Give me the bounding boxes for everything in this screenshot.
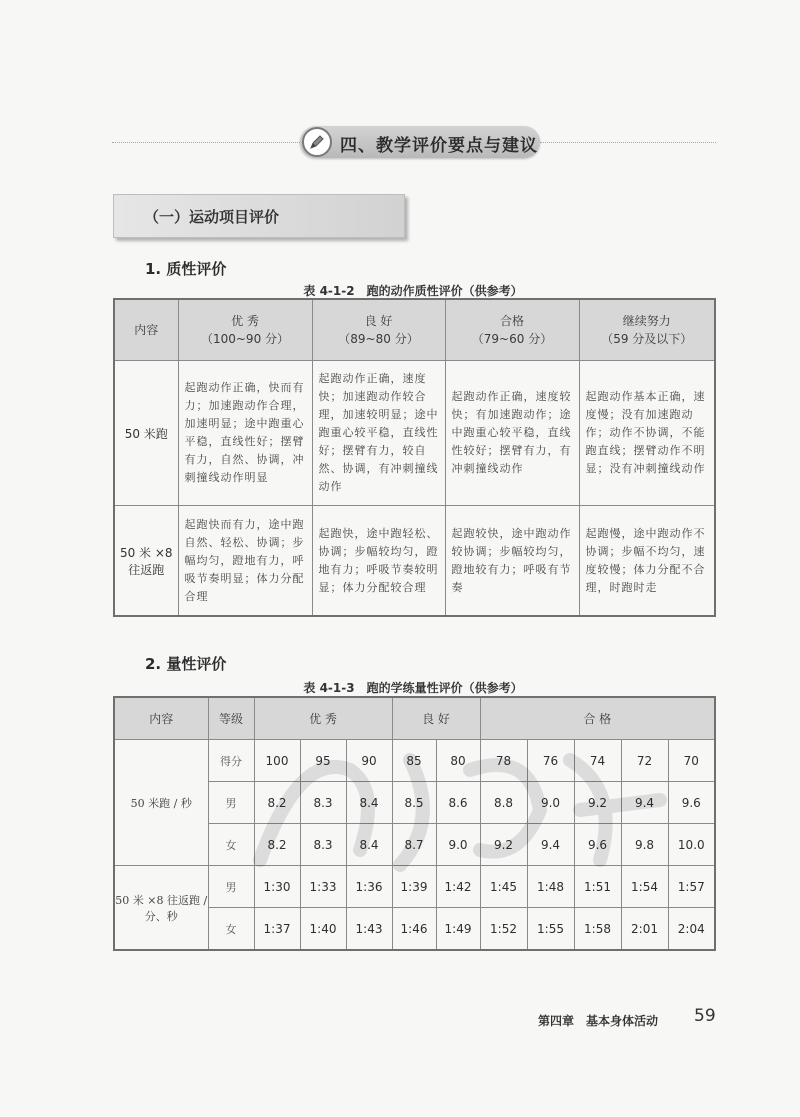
table-cell: 1:55 [527, 908, 574, 951]
table-row [114, 506, 715, 617]
grade-label: 男 [208, 782, 254, 824]
level-name: 合格 [499, 314, 524, 328]
table-cell: 1:54 [621, 866, 668, 908]
table-cell: 100 [254, 740, 300, 782]
table-cell: 85 [392, 740, 436, 782]
table-cell: 9.2 [480, 824, 527, 866]
table-row [114, 866, 715, 908]
row-group-label: 50 米跑 / 秒 [114, 740, 208, 866]
table-cell: 80 [436, 740, 480, 782]
table-cell: 8.4 [346, 824, 392, 866]
table-cell: 8.3 [300, 824, 346, 866]
table-row [114, 361, 715, 506]
banner-divider-left [112, 142, 304, 143]
table-cell: 8.5 [392, 782, 436, 824]
table-cell: 1:43 [346, 908, 392, 951]
grade-label: 男 [208, 866, 254, 908]
table-cell: 2:04 [668, 908, 715, 951]
header-level [445, 299, 579, 361]
table-cell: 起跑快而有力，途中跑自然、轻松、协调；步幅均匀，蹬地有力，呼吸节奏明显；体力分配合理 [178, 506, 312, 617]
table-cell: 8.2 [254, 824, 300, 866]
table-cell: 95 [300, 740, 346, 782]
table-header-row [114, 299, 715, 361]
table-cell: 2:01 [621, 908, 668, 951]
table-cell: 1:51 [574, 866, 621, 908]
subsection-box [113, 194, 405, 238]
table-cell: 78 [480, 740, 527, 782]
table-cell: 1:48 [527, 866, 574, 908]
table-cell: 1:45 [480, 866, 527, 908]
table-cell: 8.4 [346, 782, 392, 824]
table-cell: 1:49 [436, 908, 480, 951]
row-label: 50 米跑 [114, 361, 178, 506]
table-cell: 9.0 [436, 824, 480, 866]
header-content: 内容 [114, 697, 208, 740]
table-cell: 8.3 [300, 782, 346, 824]
header-level [178, 299, 312, 361]
part1-heading: 1. 质性评价 [145, 260, 227, 278]
table-cell: 起跑动作基本正确，速度慢；没有加速跑动作；动作不协调，不能跑直线；摆臂动作不明显；没有冲刺撞线动作 [579, 361, 715, 506]
table-row [114, 740, 715, 782]
table-cell: 1:37 [254, 908, 300, 951]
header-level [579, 299, 715, 361]
subsection-title: （一）运动项目评价 [144, 208, 280, 226]
header-level: 优 秀 [254, 697, 392, 740]
table-cell: 起跑慢，途中跑动作不协调；步幅不均匀，速度较慢；体力分配不合理，时跑时走 [579, 506, 715, 617]
table-cell: 1:30 [254, 866, 300, 908]
banner-divider-right [540, 142, 716, 143]
table-cell: 9.2 [574, 782, 621, 824]
table-cell: 8.8 [480, 782, 527, 824]
table-header-row [114, 697, 715, 740]
table-cell: 90 [346, 740, 392, 782]
level-name: 继续努力 [622, 314, 671, 328]
table-cell: 9.8 [621, 824, 668, 866]
table-cell: 9.6 [668, 782, 715, 824]
table-cell: 8.7 [392, 824, 436, 866]
table-cell: 8.2 [254, 782, 300, 824]
section-banner [300, 126, 540, 158]
level-range: （100~90 分） [200, 332, 290, 346]
table-cell: 8.6 [436, 782, 480, 824]
grade-label: 女 [208, 908, 254, 951]
header-grade: 等级 [208, 697, 254, 740]
grade-label: 得分 [208, 740, 254, 782]
table2-caption: 表 4-1-3 跑的学练量性评价（供参考） [303, 681, 523, 695]
table-cell: 起跑动作正确，速度较快；有加速跑动作；途中跑重心较平稳，直线性较好；摆臂有力，有冲刺撞线动作 [445, 361, 579, 506]
footer-chapter: 第四章 基本身体活动 [538, 1014, 659, 1028]
header-content: 内容 [114, 299, 178, 361]
table1-caption: 表 4-1-2 跑的动作质性评价（供参考） [303, 284, 523, 298]
table-cell: 1:42 [436, 866, 480, 908]
table-cell: 起跑较快，途中跑动作较协调；步幅较均匀，蹬地较有力；呼吸有节奏 [445, 506, 579, 617]
table-cell: 10.0 [668, 824, 715, 866]
header-level: 良 好 [392, 697, 480, 740]
table-cell: 9.0 [527, 782, 574, 824]
page-number: 59 [694, 1006, 716, 1026]
table-cell: 1:40 [300, 908, 346, 951]
level-range: （59 分及以下） [601, 332, 693, 346]
quantitative-evaluation-table [113, 696, 716, 951]
table-cell: 72 [621, 740, 668, 782]
header-level: 合 格 [480, 697, 715, 740]
table-cell: 1:58 [574, 908, 621, 951]
table-cell: 9.6 [574, 824, 621, 866]
part2-heading: 2. 量性评价 [145, 655, 227, 673]
section-title: 四、教学评价要点与建议 [340, 136, 538, 156]
table-cell: 76 [527, 740, 574, 782]
table-cell: 1:57 [668, 866, 715, 908]
table-cell: 1:52 [480, 908, 527, 951]
table-cell: 1:46 [392, 908, 436, 951]
table-cell: 1:36 [346, 866, 392, 908]
qualitative-evaluation-table [113, 298, 716, 617]
table-cell: 9.4 [621, 782, 668, 824]
table-cell: 起跑动作正确，速度快；加速跑动作较合理，加速较明显；途中跑重心较平稳，直线性好；摆臂有力，较自然、协调，有冲刺撞线动作 [312, 361, 445, 506]
row-group-label: 50 米 ×8 往返跑 / 分、秒 [114, 866, 208, 951]
level-name: 优 秀 [231, 314, 259, 328]
pen-icon [302, 127, 332, 157]
header-level [312, 299, 445, 361]
table-cell: 74 [574, 740, 621, 782]
level-name: 良 好 [364, 314, 393, 328]
table-cell: 1:33 [300, 866, 346, 908]
level-range: （89~80 分） [338, 332, 419, 346]
level-range: （79~60 分） [471, 332, 553, 346]
grade-label: 女 [208, 824, 254, 866]
table-cell: 1:39 [392, 866, 436, 908]
table-cell: 70 [668, 740, 715, 782]
table-cell: 起跑动作正确，快而有力；加速跑动作合理，加速明显；途中跑重心平稳，直线性好；摆臂有力，自然、协调，冲刺撞线动作明显 [178, 361, 312, 506]
table-cell: 起跑快，途中跑轻松、协调；步幅较均匀，蹬地有力；呼吸节奏较明显；体力分配较合理 [312, 506, 445, 617]
row-label: 50 米 ×8 往返跑 [114, 506, 178, 617]
table-cell: 9.4 [527, 824, 574, 866]
